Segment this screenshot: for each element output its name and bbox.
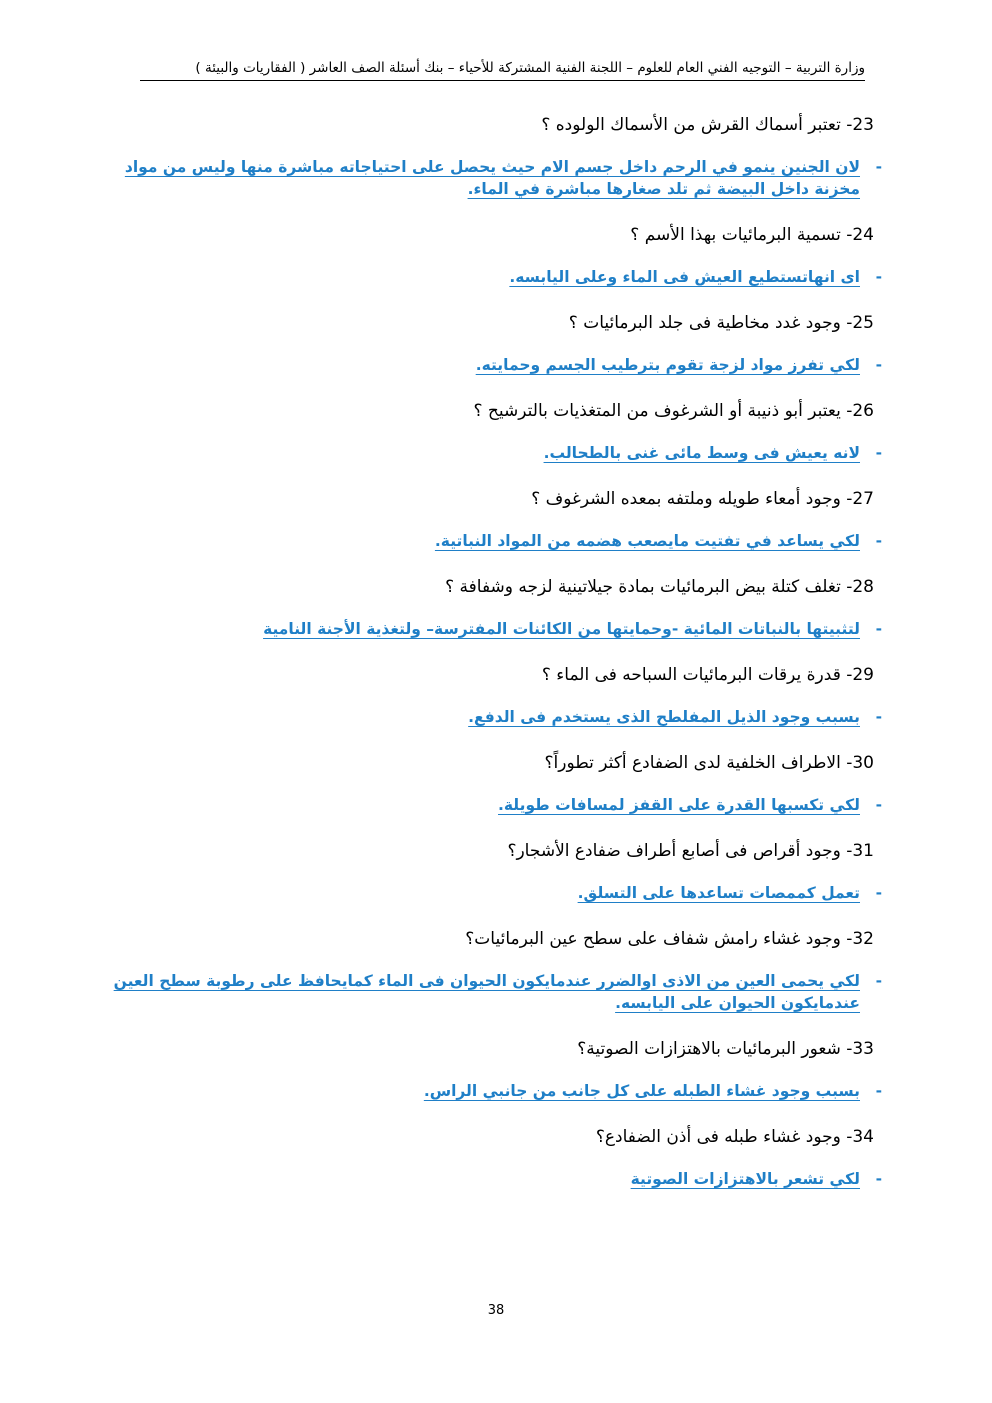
question-23: 23- تعتبر أسماك القرش من الأسماك الولوده ؟	[541, 115, 874, 135]
answer-bullet: -	[875, 444, 882, 462]
answer-bullet: -	[875, 796, 882, 814]
answer-text: اى انهاتستطيع العيش فى الماء وعلى اليابسه.	[509, 268, 860, 286]
answer-27	[110, 530, 882, 552]
question-28: 28- تغلف كتلة بيض البرمائيات بمادة جيلاتينية لزجه وشفافة ؟	[445, 577, 874, 597]
question-31: 31- وجود أقراص فى أصابع أطراف ضفادع الأشجار؟	[507, 841, 874, 861]
answer-bullet: -	[875, 708, 882, 726]
answer-text: بسبب وجود غشاء الطبله على كل جانب من جانبي الراس.	[423, 1082, 860, 1100]
answer-text: لانه يعيش فى وسط مائى غنى بالطحالب.	[543, 444, 860, 462]
answer-text: لكي يساعد في تفتيت مايصعب هضمه من المواد النباتية.	[434, 532, 860, 550]
answer-29	[110, 706, 882, 728]
answer-text: لان الجنين ينمو في الرحم داخل جسم الام حيث يحصل على احتياجاته مباشرة منها وليس من مواد مخزنة داخل البيضة ثم تلد صغارها مباشرة في الماء.	[124, 158, 860, 198]
answer-bullet: -	[875, 1082, 882, 1100]
answer-bullet: -	[875, 1170, 882, 1188]
question-30: 30- الاطراف الخلفية لدى الضفادع أكثر تطوراً؟	[544, 753, 874, 773]
answer-bullet: -	[875, 620, 882, 638]
question-list	[0, 112, 992, 1212]
answer-bullet: -	[875, 884, 882, 902]
answer-30	[110, 794, 882, 816]
question-27: 27- وجود أمعاء طويله وملتفه بمعده الشرغوف ؟	[531, 489, 874, 509]
answer-23	[110, 156, 882, 200]
question-32: 32- وجود غشاء رامش شفاف على سطح عين البرمائيات؟	[465, 929, 874, 949]
answer-text: لتثبيتها بالنباتات المائية -وحمايتها من الكائنات المفترسة– ولتغذية الأجنة النامية	[263, 620, 860, 638]
question-33: 33- شعور البرمائيات بالاهتزازات الصوتية؟	[577, 1039, 874, 1059]
answer-bullet: -	[875, 268, 882, 286]
question-34: 34- وجود غشاء طبله فى أذن الضفادع؟	[595, 1127, 874, 1147]
question-29: 29- قدرة يرقات البرمائيات السباحه فى الماء ؟	[541, 665, 874, 685]
answer-text: بسبب وجود الذيل المفلطح الذى يستخدم فى الدفع.	[468, 708, 860, 726]
answer-bullet: -	[875, 158, 882, 176]
answer-text: لكي تكسبها القدرة على القفز لمسافات طويلة.	[498, 796, 860, 814]
page-number: 38	[487, 1303, 505, 1318]
answer-bullet: -	[875, 356, 882, 374]
page-header: وزارة التربية – التوجيه الفني العام للعلوم – اللجنة الفنية المشتركة للأحياء – بنك أسئلة الصف العاشر ( الفقاريات والبيئة )	[140, 60, 865, 81]
question-26: 26- يعتبر أبو ذنيبة أو الشرغوف من المتغذيات بالترشيح ؟	[473, 401, 874, 421]
answer-34	[110, 1168, 882, 1190]
answer-text: لكي تشعر بالاهتزازات الصوتية	[630, 1170, 860, 1188]
answer-28	[110, 618, 882, 640]
answer-32	[110, 970, 882, 1014]
question-24: 24- تسمية البرمائيات بهذا الأسم ؟	[630, 225, 874, 245]
answer-26	[110, 442, 882, 464]
answer-33	[110, 1080, 882, 1102]
answer-31	[110, 882, 882, 904]
answer-text: تعمل كممصات تساعدها على التسلق.	[577, 884, 860, 902]
answer-bullet: -	[875, 972, 882, 990]
answer-25	[110, 354, 882, 376]
answer-bullet: -	[875, 532, 882, 550]
question-25: 25- وجود غدد مخاطية فى جلد البرمائيات ؟	[568, 313, 874, 333]
answer-text: لكي تفرز مواد لزجة تقوم بترطيب الجسم وحمايته.	[475, 356, 860, 374]
answer-24	[110, 266, 882, 288]
answer-text: لكي يحمى العين من الاذى اوالضرر عندمايكون الحيوان فى الماء كمايحافظ على رطوبة سطح العين عندمايكون الحيوان على اليابسه.	[113, 972, 860, 1012]
